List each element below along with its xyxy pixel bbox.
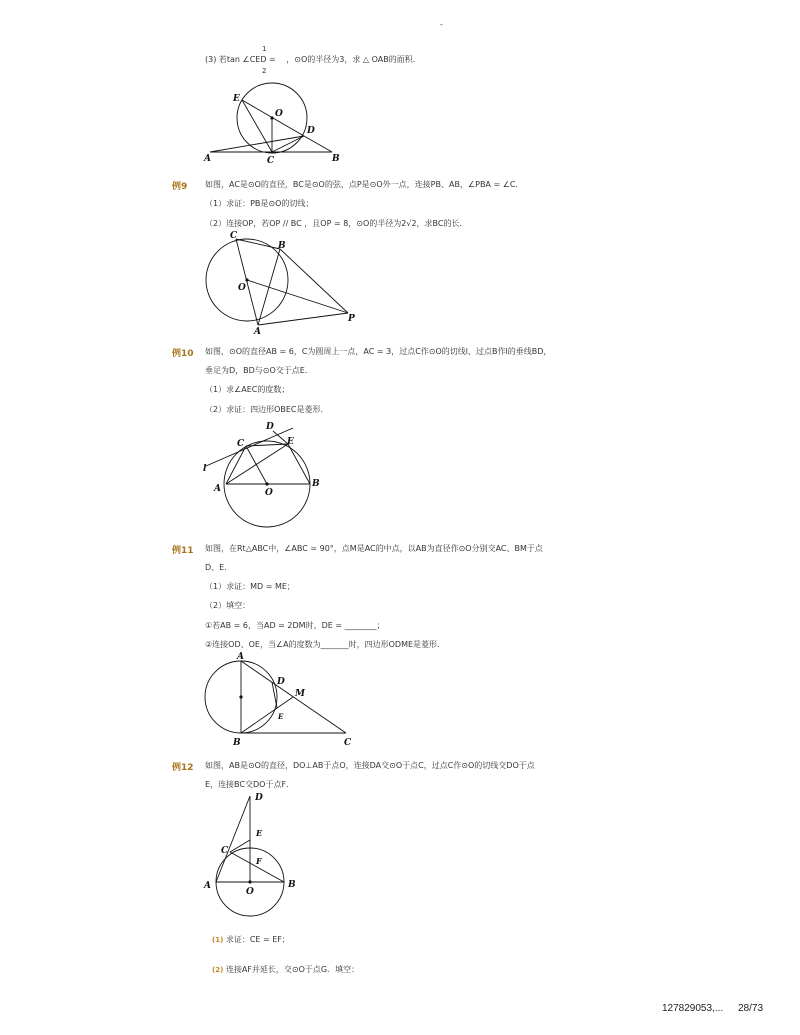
- label-a: A: [214, 484, 221, 494]
- line-ap: [258, 313, 348, 325]
- line-bm: [241, 697, 293, 733]
- example-9-label: 例9: [172, 182, 188, 192]
- line-ae: [226, 444, 288, 484]
- label-c: C: [230, 231, 238, 241]
- label-f: F: [256, 856, 262, 866]
- ex12-q2-text: 连接AF并延长，交⊙O于点G．填空：: [225, 965, 360, 974]
- line-ca: [236, 239, 258, 325]
- part3-prefix: (3) 若tan ∠CED =: [205, 55, 279, 64]
- example-11-label: 例11: [172, 546, 194, 556]
- figure-example-12: [200, 790, 310, 920]
- center-dot: [270, 116, 273, 119]
- ex12-q1-text: 求证：CE = EF；: [225, 935, 290, 944]
- label-b: B: [312, 479, 320, 489]
- label-d: D: [266, 422, 274, 432]
- line-bp: [280, 249, 348, 313]
- tangent-l: [206, 428, 293, 466]
- ex11-question-1: （1）求证：MD = ME；: [205, 582, 295, 591]
- footer-doc-id: 127829053,...: [662, 1003, 724, 1014]
- ex9-stem: 如图，AC是⊙O的直径，BC是⊙O的弦，点P是⊙O外一点，连接PB、AB，∠PBA = ∠C．: [205, 180, 524, 189]
- figure-example-10: [198, 416, 333, 530]
- ex11-question-2a: ①若AB = 6，当AD = 2DM时，DE = ________；: [205, 621, 385, 630]
- ex11-question-2: （2）填空：: [205, 601, 251, 610]
- footer-page-number: 28/73: [738, 1003, 764, 1014]
- ex10-question-1: （1）求∠AEC的度数；: [205, 385, 290, 394]
- top-part3-text: [205, 45, 421, 75]
- label-d: D: [307, 126, 315, 136]
- line-db: [304, 136, 332, 152]
- frac-numerator: 1: [262, 45, 267, 53]
- ex12-stem-line2: E，连接BC交DO于点F．: [205, 780, 295, 789]
- ex10-stem-line1: 如图，⊙O的直径AB = 6，C为圆周上一点，AC = 3，过点C作⊙O的切线l，过点B作l的垂线BD，: [205, 347, 552, 356]
- label-b: B: [332, 154, 340, 164]
- ex10-question-2: （2）求证：四边形OBEC是菱形．: [205, 405, 329, 414]
- ex12-question-2: [212, 965, 359, 975]
- label-o: O: [265, 488, 273, 498]
- frac-denominator: 2: [262, 67, 267, 75]
- center-dot: [239, 695, 242, 698]
- ex11-stem-line2: D、E．: [205, 563, 233, 572]
- label-d: D: [277, 677, 285, 687]
- line-eb: [288, 444, 310, 484]
- line-ac: [226, 446, 246, 484]
- label-p: P: [348, 314, 355, 324]
- label-a: A: [204, 881, 211, 891]
- label-a: A: [204, 154, 211, 164]
- ex9-question-1: （1）求证：PB是⊙O的切线；: [205, 199, 314, 208]
- figure-example-9: [200, 228, 365, 336]
- figure-top-problem: [200, 82, 350, 168]
- line-op: [247, 280, 348, 313]
- label-a: A: [237, 652, 244, 662]
- ex12-stem-line1: 如图，AB是⊙O的直径，DO⊥AB于点O，连接DA交⊙O于点C，过点C作⊙O的切线交DO于点: [205, 761, 535, 770]
- line-co: [246, 446, 267, 484]
- label-c: C: [221, 846, 229, 856]
- ex9-question-2: （2）连接OP，若OP // BC ，且OP = 8，⊙O的半径为2√2，求BC的长．: [205, 219, 468, 228]
- ex11-question-2b: ②连接OD、OE，当∠A的度数为_______时，四边形ODME是菱形．: [205, 640, 446, 649]
- label-l: l: [203, 464, 207, 474]
- label-o: O: [275, 109, 283, 119]
- label-b: B: [288, 880, 296, 890]
- ex12-question-1: [212, 935, 290, 945]
- label-b: B: [278, 241, 286, 251]
- center-dot: [248, 880, 251, 883]
- label-o: O: [246, 887, 254, 897]
- line-ce: [230, 840, 250, 852]
- center-dot: [245, 278, 248, 281]
- line-ce: [246, 444, 288, 446]
- label-e: E: [287, 437, 294, 447]
- label-a: A: [254, 327, 261, 336]
- part3-suffix: ，⊙O的半径为3，求 △ OAB的面积．: [286, 55, 421, 64]
- example-10-label: 例10: [172, 349, 194, 359]
- ex12-q2-number: (2): [212, 966, 224, 974]
- label-c: C: [267, 156, 275, 166]
- line-ad: [216, 796, 250, 882]
- center-dot: [265, 482, 268, 485]
- label-o: O: [238, 283, 246, 293]
- label-e: E: [256, 828, 263, 838]
- label-e: E: [233, 94, 240, 104]
- ex10-stem-line2: 垂足为D，BD与⊙O交于点E．: [205, 366, 313, 375]
- label-b: B: [233, 738, 241, 748]
- figure-example-11: [200, 651, 360, 751]
- label-c: C: [237, 439, 245, 449]
- label-c: C: [344, 738, 352, 748]
- header-mark: -: [440, 20, 443, 29]
- ex12-q1-number: (1): [212, 936, 224, 944]
- example-12-label: 例12: [172, 763, 194, 773]
- label-d: D: [255, 793, 263, 803]
- label-e: E: [278, 712, 284, 721]
- ex11-stem-line1: 如图，在Rt△ABC中，∠ABC = 90°，点M是AC的中点，以AB为直径作⊙O分别交AC、BM于点: [205, 544, 543, 553]
- label-m: M: [295, 689, 305, 699]
